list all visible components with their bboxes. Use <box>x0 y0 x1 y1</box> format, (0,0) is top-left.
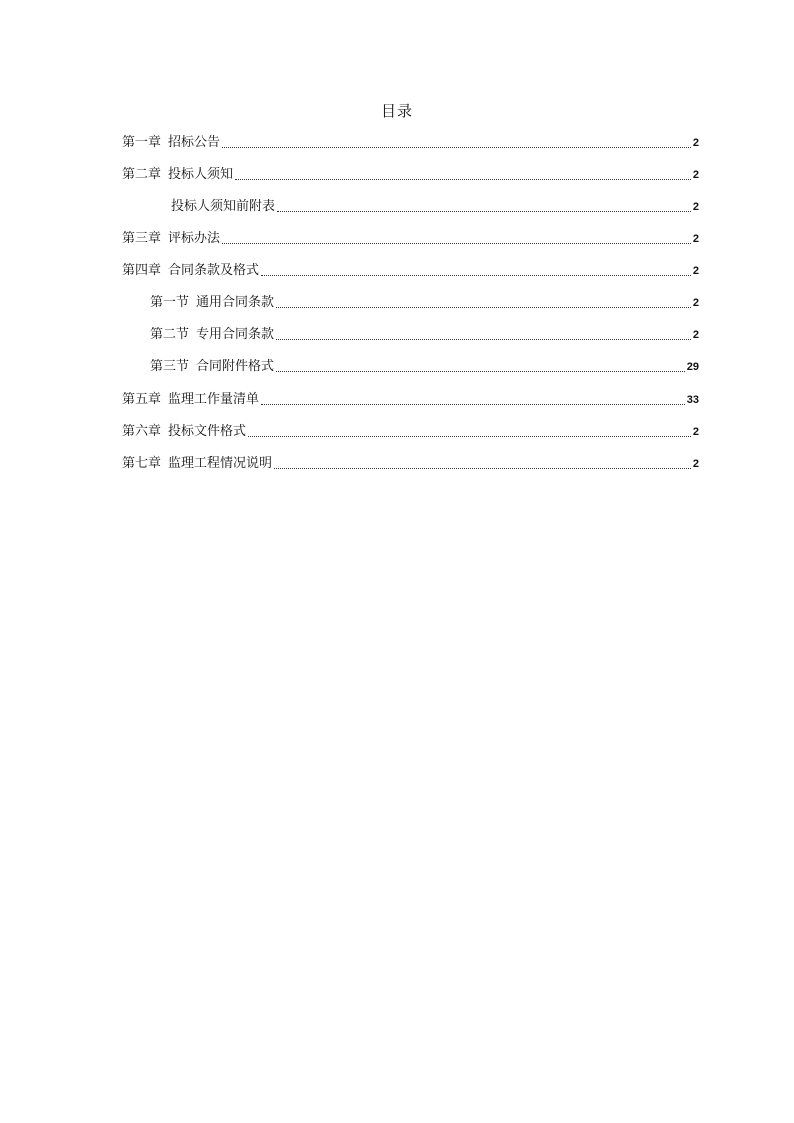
toc-page-number: 2 <box>692 265 699 277</box>
toc-entry-chapter-5[interactable] <box>122 390 699 410</box>
toc-heading: 通用合同条款 <box>196 295 275 310</box>
toc-entry-section-1[interactable] <box>150 293 699 313</box>
toc-dot-leader <box>261 403 685 405</box>
toc-entry-chapter-4[interactable] <box>122 261 699 281</box>
toc-heading: 监理工作量清单 <box>168 392 260 407</box>
toc-entry-chapter-7[interactable] <box>122 454 699 474</box>
toc-chapter-number: 第二章 <box>122 167 162 182</box>
toc-dot-leader <box>235 178 691 180</box>
toc-heading: 监理工程情况说明 <box>168 456 273 471</box>
toc-heading: 合同附件格式 <box>196 359 275 374</box>
toc-section-number: 第三节 <box>150 359 190 374</box>
toc-dot-leader <box>277 210 691 212</box>
toc-dot-leader <box>222 242 691 244</box>
toc-entry-chapter-6[interactable] <box>122 422 699 442</box>
toc-dot-leader <box>222 146 691 148</box>
toc-heading: 专用合同条款 <box>196 327 275 342</box>
toc-page-number: 2 <box>692 137 699 149</box>
toc-chapter-number: 第四章 <box>122 263 162 278</box>
toc-title: 目录 <box>380 102 413 120</box>
toc-page-number: 29 <box>686 361 699 373</box>
toc-page-number: 2 <box>692 233 699 245</box>
toc-entry-chapter-2[interactable] <box>122 165 699 185</box>
toc-page-number: 2 <box>692 329 699 341</box>
toc-entry-section-2[interactable] <box>150 325 699 345</box>
toc-dot-leader <box>274 467 691 469</box>
toc-heading: 评标办法 <box>168 231 221 246</box>
toc-dot-leader <box>261 274 691 276</box>
toc-entry-section-3[interactable] <box>150 357 699 377</box>
toc-chapter-number: 第三章 <box>122 231 162 246</box>
toc-dot-leader <box>276 370 685 372</box>
toc-chapter-number: 第一章 <box>122 135 162 150</box>
toc-dot-leader <box>276 338 691 340</box>
toc-heading: 投标人须知前附表 <box>171 199 276 214</box>
toc-heading: 合同条款及格式 <box>168 263 260 278</box>
toc-page-number: 2 <box>692 426 699 438</box>
toc-page-number: 2 <box>692 169 699 181</box>
toc-heading: 投标文件格式 <box>168 424 247 439</box>
toc-dot-leader <box>276 306 691 308</box>
toc-dot-leader <box>248 435 691 437</box>
toc-entry-chapter-3[interactable] <box>122 229 699 249</box>
toc-page-number: 2 <box>692 458 699 470</box>
toc-entry-bidder-notice-appendix[interactable] <box>171 197 699 217</box>
toc-heading: 招标公告 <box>168 135 221 150</box>
toc-chapter-number: 第六章 <box>122 424 162 439</box>
toc-chapter-number: 第七章 <box>122 456 162 471</box>
toc-page-number: 2 <box>692 297 699 309</box>
toc-page-number: 2 <box>692 201 699 213</box>
toc-entry-chapter-1[interactable] <box>122 133 699 153</box>
toc-page-number: 33 <box>686 394 699 406</box>
toc-section-number: 第一节 <box>150 295 190 310</box>
toc-chapter-number: 第五章 <box>122 392 162 407</box>
toc-heading: 投标人须知 <box>168 167 234 182</box>
toc-section-number: 第二节 <box>150 327 190 342</box>
